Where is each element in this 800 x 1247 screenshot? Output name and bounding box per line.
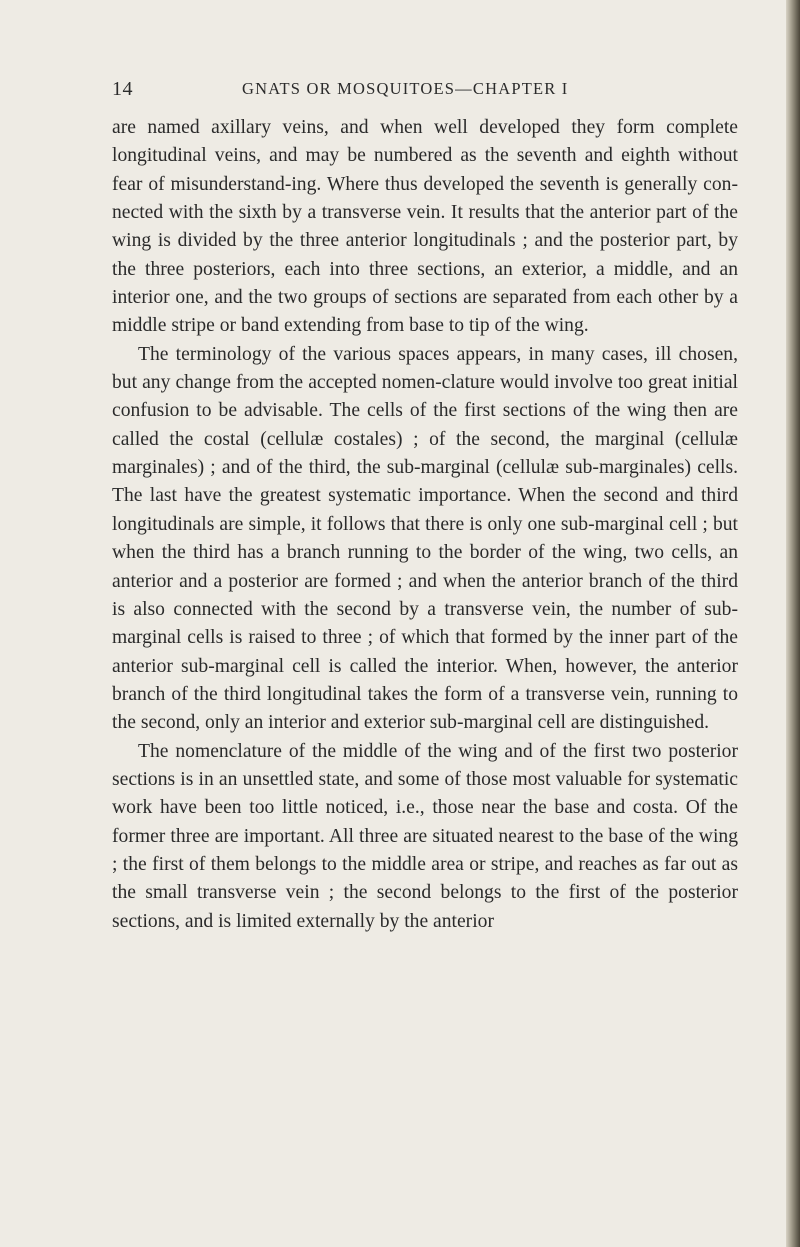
body-text xyxy=(112,114,738,936)
page-number: 14 xyxy=(112,78,133,100)
running-head: GNATS OR MOSQUITOES—CHAPTER I xyxy=(242,79,569,98)
paragraph-3: The nomenclature of the middle of the wing and of the first two posterior sections is in an unsettled state, and some of those most valuable for systematic work have been too little noticed, i.e., those near the base and costa. Of the former three are important. All three are situated nearest to the base of the wing ; the first of them belongs to the middle area or stripe, and reaches as far out as the small transverse vein ; the second belongs to the first of the posterior sections, and is limited externally by the anterior xyxy=(112,740,738,932)
page-header xyxy=(112,78,716,102)
paragraph-2: The terminology of the various spaces appears, in many cases, ill chosen, but any change from the accepted nomen-clature would involve too great initial confusion to be advisable. The cells of the first sections of the wing then are called the costal (cellulæ costales) ; of the second, the marginal (cellulæ marginales) ; and of the third, the sub-marginal (cellulæ sub-marginales) cells. The last have the greatest systematic importance. When the second and third longitudinals are simple, it follows that there is only one sub-marginal cell ; but when the third has a branch running to the border of the wing, two cells, an anterior and a posterior are formed ; and when the anterior branch of the third is also connected with the second by a transverse vein, the number of sub-marginal cells is raised to three ; of which that formed by the inner part of the anterior sub-marginal cell is called the interior. When, however, the anterior branch of the third longitudinal takes the form of a transverse vein, running to the second, only an interior and exterior sub-marginal cell are distinguished. xyxy=(112,343,738,734)
book-spine-edge xyxy=(786,0,800,1247)
paragraph-1: are named axillary veins, and when well developed they form complete longitudinal veins, and may be numbered as the seventh and eighth without fear of misunderstand-ing. Where thus developed the seventh is generally con-nected with the sixth by a transverse vein. It results that the anterior part of the wing is divided by the three anterior longitudinals ; and the posterior part, by the three posteriors, each into three sections, an exterior, a middle, and an interior one, and the two groups of sections are separated from each other by a middle stripe or band extending from base to tip of the wing. xyxy=(112,117,738,337)
